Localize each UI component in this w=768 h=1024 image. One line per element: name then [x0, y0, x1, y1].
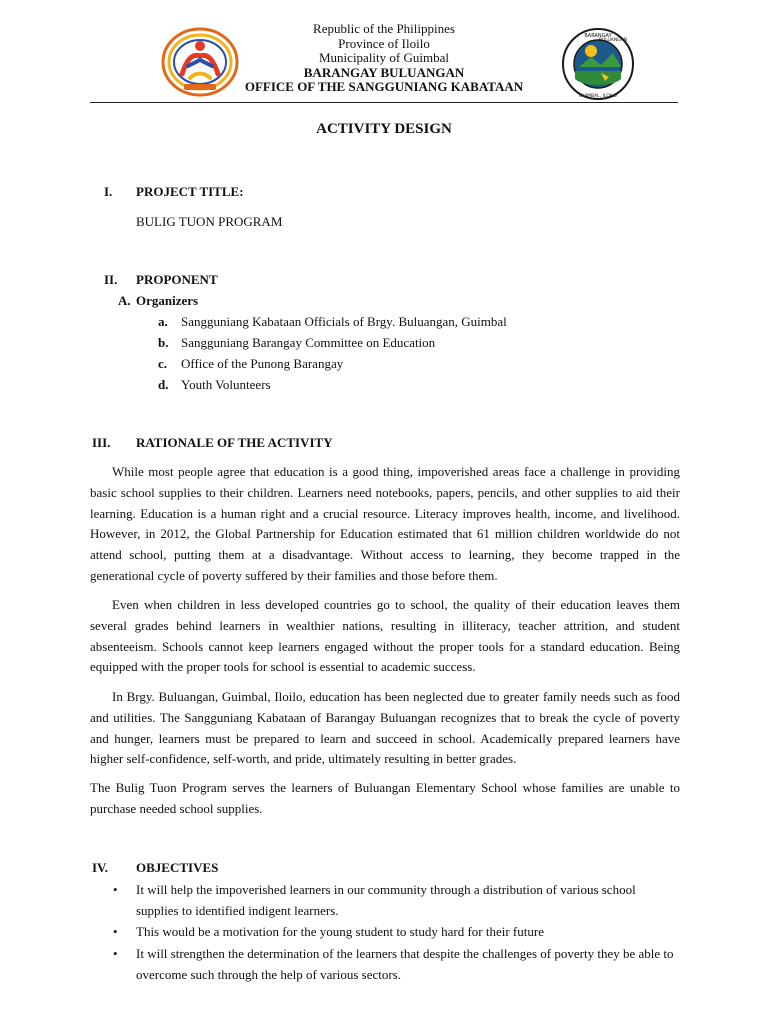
section-3-number: III. [92, 435, 111, 450]
bullet-icon: • [113, 946, 118, 961]
section-4-heading: OBJECTIVES [136, 860, 219, 875]
section-4-number: IV. [92, 860, 109, 875]
bullet-icon: • [113, 924, 118, 939]
svg-text:BULUANGAN: BULUANGAN [598, 38, 628, 43]
organizer-letter: d. [158, 377, 169, 392]
subsection-a-heading: Organizers [136, 293, 199, 308]
project-title-value: BULIG TUON PROGRAM [136, 214, 283, 229]
organizer-item: Office of the Punong Barangay [181, 356, 344, 371]
svg-text:BARANGAY: BARANGAY [584, 33, 612, 39]
header-line-office: OFFICE OF THE SANGGUNIANG KABATAAN [244, 79, 524, 94]
organizer-letter: b. [158, 335, 169, 350]
rationale-paragraph: Even when children in less developed countries go to school, the quality of their education leaves them several grades behind learners in wealthier nations, resulting in illiteracy, teacher attrition, and student absenteeism. Schools cannot keep learners engaged without the proper tools for a standard education. Being equipped with the proper tools for school is essential to academic success. [90, 597, 680, 675]
section-3-heading: RATIONALE OF THE ACTIVITY [136, 435, 333, 450]
section-2-heading: PROPONENT [136, 272, 218, 287]
svg-text:GUIMBAL, ILOILO: GUIMBAL, ILOILO [579, 94, 617, 99]
letterhead [0, 22, 768, 95]
organizer-item: Sangguniang Kabataan Officials of Brgy. Buluangan, Guimbal [181, 314, 507, 329]
section-1-number: I. [104, 184, 113, 199]
organizer-item: Sangguniang Barangay Committee on Education [181, 335, 436, 350]
header-line-barangay: BARANGAY BULUANGAN [303, 64, 465, 80]
header-divider [90, 102, 678, 103]
objective-item: This would be a motivation for the young student to study hard for their future [136, 924, 544, 939]
section-2-number: II. [104, 272, 118, 287]
header-line-municipality: Municipality of Guimbal [319, 50, 449, 65]
rationale-paragraph: The Bulig Tuon Program serves the learners of Buluangan Elementary School whose families are unable to purchase needed school supplies. [90, 780, 680, 816]
rationale-paragraph: While most people agree that education is a good thing, impoverished areas face a challenge in providing basic school supplies to their children. Learners need notebooks, papers, pencils, and other supplies to aid their learning. Education is a human right and a crucial resource. Literacy improves health, income, and livelihood. However, in 2012, the Global Partnership for Education estimated that 61 million children worldwide do not attend school, putting them at a disadvantage. Without access to learning, they become trapped in the generational cycle of poverty suffered by their families and those before them. [90, 464, 680, 583]
subsection-a-label: A. [118, 293, 131, 308]
objective-item: It will help the impoverished learners in our community through a distribution of various school supplies to identified indigent learners. [136, 882, 636, 918]
objective-item: It will strengthen the determination of the learners that despite the challenges of poverty they be able to overcome such through the help of various sectors. [136, 946, 674, 982]
header-line-country: Republic of the Philippines [313, 21, 455, 36]
bullet-icon: • [113, 882, 118, 897]
organizer-letter: a. [158, 314, 168, 329]
organizer-item: Youth Volunteers [181, 377, 271, 392]
header-line-province: Province of Iloilo [338, 35, 430, 51]
document-title: ACTIVITY DESIGN [316, 121, 452, 137]
section-1-heading: PROJECT TITLE: [136, 184, 244, 199]
rationale-paragraph: In Brgy. Buluangan, Guimbal, Iloilo, education has been neglected due to greater family needs such as food and utilities. The Sangguniang Kabataan of Barangay Buluangan recognizes that to break the cycle of poverty and hunger, learners must be prepared to learn and succeed in school. Academically prepared learners have higher self-confidence, self-worth, and pride, ultimately resulting in better grades. [90, 689, 680, 767]
organizer-letter: c. [158, 356, 168, 371]
